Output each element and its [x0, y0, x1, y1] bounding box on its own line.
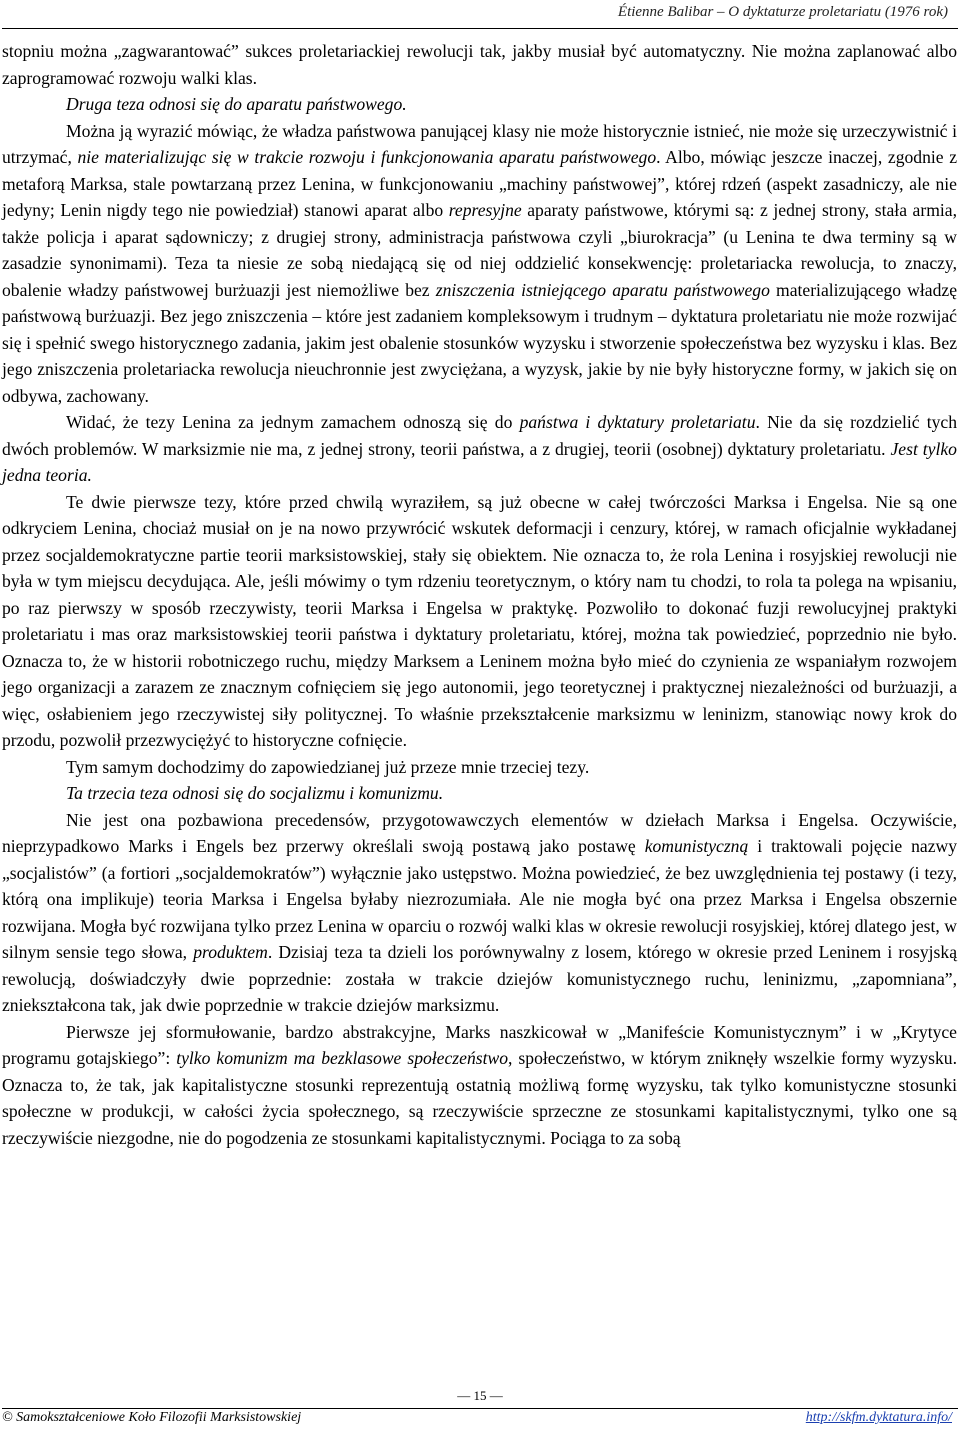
paragraph — [2, 38, 957, 91]
italic-run: represyjne — [448, 200, 522, 220]
text-run: . Albo, mówiąc jeszcze inaczej, zgodnie z metaforą Marksa, stale powtarzaną przez Lenina, w funkcjonowaniu „machiny państwowej”, której rdzeń (aspekt zasadniczy, ale nie jedyny; Lenin nigdy tego nie powiedział) stanowi aparat albo — [2, 147, 958, 220]
italic-run: komunistyczną — [644, 836, 749, 856]
italic-run: nie materializując się w trakcie rozwoju i funkcjonowania aparatu państwowego — [77, 147, 657, 167]
page-number: — 15 — — [457, 1388, 503, 1403]
text-run: . Dzisiaj teza ta dzieli los porównywalny z losem, którego w okresie przed Leninem i rosyjską rewolucją, doświadczyły dwie poprzednie: została w trakcie dziejów komunistycznego ruchu, leninizmu, „zapomniana”, zniekształcona tak, jak dwie poprzednie w trakcie dziejów marksizmu. — [2, 942, 957, 1015]
text-run: , społeczeństwo, w którym zniknęły wszelkie formy wyzysku. Oznacza to, że tak, jak kapitalistyczne stosunki reprezentują ostatnią możliwą formę wyzysku, tak tylko komunistyczne stosunki społeczne w produkcji, w całości życia społecznego, są rzeczywiście sprzeczne ze stosunkami kapitalistycznymi, tylko one są rzeczywiście niezgodne, nie do pogodzenia ze stosunkami kapitalistycznymi. Pociąga to za sobą — [2, 1048, 957, 1148]
header-rule — [2, 28, 958, 29]
text-run: Widać, że tezy Lenina za jednym zamachem odnoszą się do — [66, 412, 520, 432]
text-run: Można ją wyrazić mówiąc, że władza państwowa panującej klasy nie może historycznie istnieć, nie może się urzeczywistnić i utrzymać, — [2, 120, 957, 167]
text-run: Te dwie pierwsze tezy, które przed chwilą wyraziłem, są już obecne w całej twórczości Marksa i Engelsa. Nie są one odkryciem Lenina, chociaż musiał on je na nowo przywrócić wskutek deformacji i cenzury, której, w ramach oficjalnie wykładanej przez socjaldemokratyczne partie teorii marksistowskiej, stały się obiektem. Nie oznacza to, że rola Lenina i rosyjskiej rewolucji nie była w tym miejscu decydująca. Ale, jeśli mówimy o tym rdzeniu teoretycznym, o który nam tu chodzi, to rola ta polega na wpisaniu, po raz pierwszy w sposób rzeczywisty, teorii Marksa i Engelsa w praktykę. Pozwoliło to dokonać fuzji rewolucyjnej praktyki proletariatu i mas oraz marksistowskiej teorii państwa i dyktatury proletariatu, której, można tak powiedzieć, poprzednio nie było. Oznacza to, że w historii robotniczego ruchu, między Marksem a Leninem można było mieć do czynienia ze wspaniałym rozwojem jego organizacji a zarazem ze znacznym cofnięciem się jego autonomii, jego teoretycznej i praktycznej niezależności od burżuazji, a więc, osłabieniem jego rzeczywistej siły politycznej. To właśnie przekształcenie marksizmu w leninizm, stanowiąc nowy krok do przodu, pozwolił przezwyciężyć to historyczne cofnięcie. — [2, 491, 957, 750]
italic-run: Jest tylko jedna teoria. — [2, 438, 957, 485]
italic-run: państwa i dyktatury proletariatu — [519, 412, 756, 432]
italic-run: zniszczenia istniejącego aparatu państwowego — [435, 279, 770, 300]
text-run: stopniu można „zagwarantować” sukces proletariackiej rewolucji tak, jakby musiał być automatyczny. Nie można zaplanować albo zaprogramować rozwoju walki klas. — [2, 41, 957, 88]
paragraph — [2, 489, 957, 754]
text-run: materializującego władzę państwową burżuazji. Bez jego zniszczenia – które jest zadaniem kompleksowym i trudnym – dyktatura proletariatu nie może rozwijać się i spełnić swego historycznego zadania, jakim jest obalenie stosunków wyzysku i stworzenie społeczeństwa bez wyzysku i klas. Bez jego zniszczenia proletariacka rewolucja nieuchronnie jest zwyciężana, a wyzysk, jakie by nie były historyczne formy, w jakich się on odbywa, zachowany. — [2, 279, 957, 406]
text-run: Pierwsze jej sformułowanie, bardzo abstrakcyjne, Marks naszkicował w „Manifeście Komunistycznym” i w „Krytyce programu gotajskiego”: — [2, 1021, 957, 1068]
paragraph — [2, 118, 957, 410]
text-run: i traktowali pojęcie nazwy „socjalistów” (a fortiori „socjaldemokratów”) wyłącznie jako ustępstwo. Można powiedzieć, że bez uwzględnienia tej postawy (i tezy, którą ona implikuje) teoria Marksa i Engelsa byłaby niezrozumiała. Ale nie mogła być ona przez Marksa i Engelsa obszernie rozwijana. Mogła być rozwijana tylko przez Lenina w oparciu o rozwój walki klas w okresie rewolucji rosyjskiej, której dlatego jest, w silnym sensie tego słowa, — [2, 836, 958, 962]
paragraph — [2, 807, 957, 1019]
italic-run: produktem — [193, 942, 268, 962]
body-text — [2, 38, 957, 1151]
italic-run: Ta trzecia teza odnosi się do socjalizmu i komunizmu. — [66, 783, 444, 803]
running-header: Étienne Balibar – O dyktaturze proletariatu (1976 rok) — [617, 4, 948, 20]
footer-rule — [2, 1408, 958, 1409]
paragraph — [2, 409, 957, 489]
footer-link[interactable]: http://skfm.dyktatura.info/ — [805, 1410, 952, 1425]
paragraph — [2, 754, 957, 781]
text-run: . Nie da się rozdzielić tych dwóch problemów. W marksizmie nie ma, z jednej strony, teorii państwa, a z drugiej, teorii (osobnej) dyktatury proletariatu. — [2, 412, 957, 459]
paragraph — [2, 91, 957, 118]
text-run: Tym samym dochodzimy do zapowiedzianej już przeze mnie trzeciej tezy. — [66, 756, 590, 777]
paragraph — [2, 1019, 957, 1152]
paragraph — [2, 780, 957, 807]
footer-copyright: © Samokształceniowe Koło Filozofii Marksistowskiej — [2, 1410, 302, 1425]
italic-run: tylko komunizm ma bezklasowe społeczeństwo — [176, 1048, 509, 1068]
italic-run: Druga teza odnosi się do aparatu państwowego. — [66, 94, 407, 114]
text-run: aparaty państwowe, którymi są: z jednej strony, stała armia, także policja i aparat sądowniczy; z drugiej strony, administracja państwowa czyli „biurokracja” (u Lenina te dwa terminy są w zasadzie synonimami). Teza ta niesie ze sobą niedającą się od niej oddzielić konsekwencję: proletariacka rewolucja, to znaczy, obalenie władzy państwowej burżuazji jest niemożliwe bez — [2, 200, 958, 300]
text-run: Nie jest ona pozbawiona precedensów, przygotowawczych elementów w dziełach Marksa i Engelsa. Oczywiście, nieprzypadkowo Marks i Engels bez przerwy określali swoją postawą jako postawę — [2, 809, 957, 856]
